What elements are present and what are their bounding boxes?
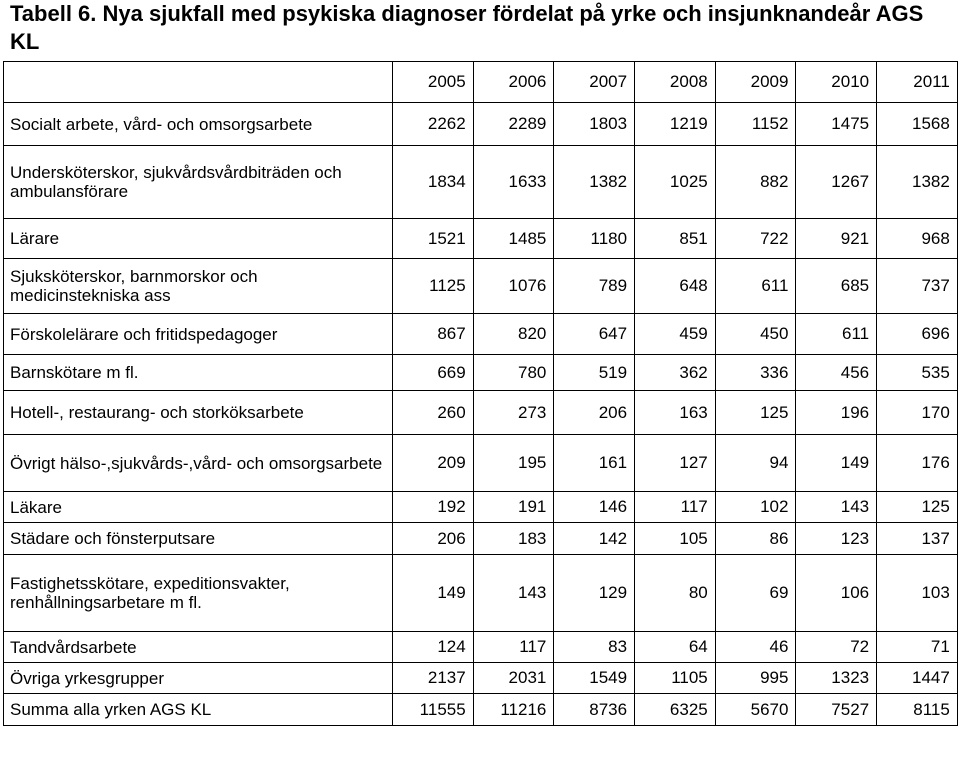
table-cell: 1076: [473, 259, 554, 314]
row-label: Förskolelärare och fritidspedagoger: [4, 314, 393, 355]
table-cell: 192: [393, 492, 474, 523]
table-cell: 968: [877, 219, 958, 259]
row-label: Tandvårdsarbete: [4, 632, 393, 663]
table-cell: 851: [635, 219, 716, 259]
table-cell: 64: [635, 632, 716, 663]
table-cell: 117: [635, 492, 716, 523]
table-cell: 6325: [635, 694, 716, 726]
table-cell: 336: [715, 355, 796, 391]
table-cell: 1267: [796, 146, 877, 219]
table-cell: 789: [554, 259, 635, 314]
table-cell: 1382: [877, 146, 958, 219]
table-cell: 1447: [877, 663, 958, 694]
row-label: Barnskötare m fl.: [4, 355, 393, 391]
table-cell: 1521: [393, 219, 474, 259]
table-cell: 1485: [473, 219, 554, 259]
header-corner-cell: [4, 62, 393, 103]
table-cell: 611: [796, 314, 877, 355]
table-row: [4, 632, 958, 663]
table-cell: 94: [715, 435, 796, 492]
table-cell: 648: [635, 259, 716, 314]
table-cell: 117: [473, 632, 554, 663]
table-row: [4, 103, 958, 146]
table-cell: 11216: [473, 694, 554, 726]
table-cell: 1125: [393, 259, 474, 314]
table-row: [4, 314, 958, 355]
table-cell: 867: [393, 314, 474, 355]
table-cell: 5670: [715, 694, 796, 726]
table-cell: 195: [473, 435, 554, 492]
table-cell: 123: [796, 523, 877, 555]
table-cell: 921: [796, 219, 877, 259]
table-cell: 647: [554, 314, 635, 355]
table-cell: 611: [715, 259, 796, 314]
table-row: [4, 219, 958, 259]
table-cell: 1382: [554, 146, 635, 219]
table-cell: 535: [877, 355, 958, 391]
table-cell: 260: [393, 391, 474, 435]
table-cell: 820: [473, 314, 554, 355]
table-cell: 459: [635, 314, 716, 355]
table-cell: 161: [554, 435, 635, 492]
table-cell: 1568: [877, 103, 958, 146]
table-cell: 83: [554, 632, 635, 663]
table-cell: 191: [473, 492, 554, 523]
table-row: [4, 355, 958, 391]
table-cell: 146: [554, 492, 635, 523]
column-header: 2008: [635, 62, 716, 103]
table-cell: 1105: [635, 663, 716, 694]
table-cell: 183: [473, 523, 554, 555]
table-cell: 80: [635, 555, 716, 632]
row-label: Summa alla yrken AGS KL: [4, 694, 393, 726]
row-label: Undersköterskor, sjukvårdsvårdbiträden och ambulansförare: [4, 146, 393, 219]
table-cell: 86: [715, 523, 796, 555]
table-cell: 176: [877, 435, 958, 492]
column-header: 2011: [877, 62, 958, 103]
table-cell: 2262: [393, 103, 474, 146]
table-cell: 103: [877, 555, 958, 632]
table-cell: 106: [796, 555, 877, 632]
table-cell: 163: [635, 391, 716, 435]
table-cell: 519: [554, 355, 635, 391]
table-cell: 1834: [393, 146, 474, 219]
table-cell: 995: [715, 663, 796, 694]
table-cell: 7527: [796, 694, 877, 726]
row-label: Övrigt hälso-,sjukvårds-,vård- och omsorgsarbete: [4, 435, 393, 492]
table-cell: 1475: [796, 103, 877, 146]
table-title: Tabell 6. Nya sjukfall med psykiska diagnoser fördelat på yrke och insjunknandeår AGS KL: [10, 1, 924, 54]
row-label: Sjuksköterskor, barnmorskor och medicinstekniska ass: [4, 259, 393, 314]
row-label: Läkare: [4, 492, 393, 523]
table-cell: 137: [877, 523, 958, 555]
column-header: 2007: [554, 62, 635, 103]
table-cell: 1633: [473, 146, 554, 219]
table-cell: 105: [635, 523, 716, 555]
table-cell: 1803: [554, 103, 635, 146]
data-table: [3, 61, 958, 726]
table-cell: 143: [796, 492, 877, 523]
row-label: Fastighetsskötare, expeditionsvakter, renhållningsarbetare m fl.: [4, 555, 393, 632]
table-cell: 685: [796, 259, 877, 314]
table-cell: 1549: [554, 663, 635, 694]
table-cell: 1152: [715, 103, 796, 146]
table-cell: 125: [877, 492, 958, 523]
table-cell: 102: [715, 492, 796, 523]
table-row: [4, 492, 958, 523]
row-label: Hotell-, restaurang- och storköksarbete: [4, 391, 393, 435]
table-cell: 450: [715, 314, 796, 355]
table-cell: 722: [715, 219, 796, 259]
table-cell: 142: [554, 523, 635, 555]
table-cell: 69: [715, 555, 796, 632]
table-cell: 882: [715, 146, 796, 219]
table-cell: 2289: [473, 103, 554, 146]
table-cell: 456: [796, 355, 877, 391]
table-cell: 11555: [393, 694, 474, 726]
table-cell: 72: [796, 632, 877, 663]
table-row: [4, 146, 958, 219]
table-cell: 196: [796, 391, 877, 435]
header-row: [4, 62, 958, 103]
row-label: Städare och fönsterputsare: [4, 523, 393, 555]
table-cell: 8115: [877, 694, 958, 726]
table-cell: 206: [554, 391, 635, 435]
table-cell: 206: [393, 523, 474, 555]
table-row: [4, 259, 958, 314]
table-cell: 2031: [473, 663, 554, 694]
table-cell: 125: [715, 391, 796, 435]
table-row: [4, 663, 958, 694]
column-header: 2010: [796, 62, 877, 103]
table-cell: 127: [635, 435, 716, 492]
table-row: [4, 694, 958, 726]
table-cell: 8736: [554, 694, 635, 726]
table-cell: 273: [473, 391, 554, 435]
table-cell: 1180: [554, 219, 635, 259]
row-label: Övriga yrkesgrupper: [4, 663, 393, 694]
table-cell: 143: [473, 555, 554, 632]
table-cell: 669: [393, 355, 474, 391]
table-row: [4, 523, 958, 555]
column-header: 2005: [393, 62, 474, 103]
table-cell: 129: [554, 555, 635, 632]
table-cell: 170: [877, 391, 958, 435]
table-cell: 2137: [393, 663, 474, 694]
table-cell: 1025: [635, 146, 716, 219]
row-label: Socialt arbete, vård- och omsorgsarbete: [4, 103, 393, 146]
table-row: [4, 555, 958, 632]
table-cell: 1219: [635, 103, 716, 146]
table-cell: 696: [877, 314, 958, 355]
table-cell: 149: [796, 435, 877, 492]
table-cell: 71: [877, 632, 958, 663]
column-header: 2009: [715, 62, 796, 103]
table-cell: 362: [635, 355, 716, 391]
table-cell: 209: [393, 435, 474, 492]
table-cell: 737: [877, 259, 958, 314]
table-cell: 124: [393, 632, 474, 663]
table-row: [4, 391, 958, 435]
table-cell: 46: [715, 632, 796, 663]
table-cell: 1323: [796, 663, 877, 694]
column-header: 2006: [473, 62, 554, 103]
table-row: [4, 435, 958, 492]
table-cell: 149: [393, 555, 474, 632]
row-label: Lärare: [4, 219, 393, 259]
table-cell: 780: [473, 355, 554, 391]
